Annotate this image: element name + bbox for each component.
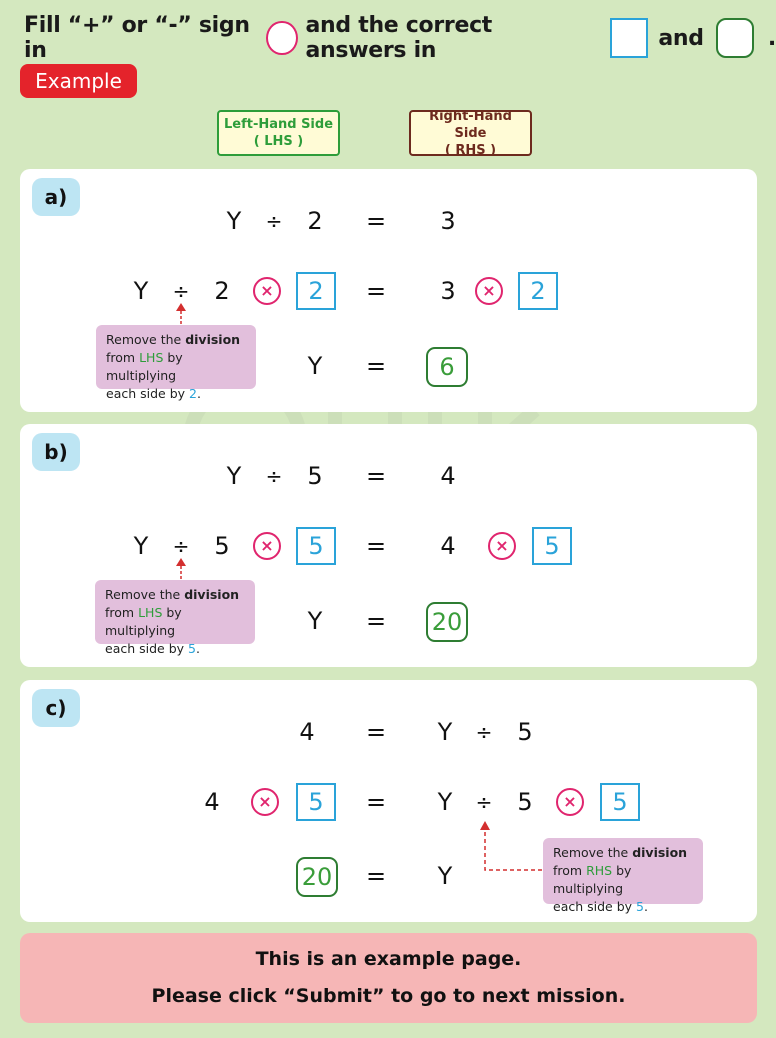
row1-equals: =	[365, 462, 387, 490]
operator-circle-times[interactable]: ×	[475, 277, 503, 305]
instruction-text-2: and the correct answers in	[305, 13, 493, 63]
hint-side: RHS	[586, 863, 613, 878]
hint-number: 5	[636, 899, 644, 914]
row2-divisor: 2	[214, 277, 230, 305]
answer-box[interactable]: 2	[518, 272, 558, 310]
arrow-up-icon	[174, 558, 188, 580]
hint-number: 5	[188, 641, 196, 656]
arrow-up-icon	[174, 303, 188, 325]
hint-text: by multiplying	[106, 350, 183, 383]
hint-note	[543, 838, 703, 914]
operator-circle-times[interactable]: ×	[251, 788, 279, 816]
row3-y: Y	[437, 862, 453, 890]
operator-circle-times[interactable]: ×	[488, 532, 516, 560]
row2-divide: ÷	[172, 279, 190, 303]
hint-text: by multiplying	[105, 605, 182, 638]
instruction-text-3: and	[658, 25, 704, 51]
notice-line-1: This is an example page.	[255, 948, 522, 970]
instruction-text-1: Fill “+” or “-” sign in	[24, 13, 250, 63]
row1-divide: ÷	[475, 720, 493, 744]
row3-equals: =	[365, 352, 387, 380]
sign-circle-icon	[266, 21, 297, 55]
hint-note	[96, 325, 256, 401]
hint-text: from	[106, 350, 140, 365]
row1-equals: =	[365, 207, 387, 235]
row1-y: Y	[437, 718, 453, 746]
hint-text: by multiplying	[553, 863, 632, 896]
rhs-legend-abbr: ( RHS )	[444, 142, 497, 158]
row2-y: Y	[133, 277, 149, 305]
hint-text: .	[643, 899, 648, 914]
answer-square-icon	[610, 18, 648, 58]
rhs-legend-title: Right-Hand Side	[429, 108, 512, 141]
hint-text: each side by	[105, 641, 189, 656]
row3-equals: =	[365, 607, 387, 635]
hint-keyword: division	[185, 332, 241, 347]
row2-divisor: 5	[517, 788, 533, 816]
operator-circle-times[interactable]: ×	[556, 788, 584, 816]
hint-text: Remove the	[106, 332, 186, 347]
problem-panel-c	[20, 680, 757, 922]
row1-rhs: 3	[440, 207, 456, 235]
problem-panel-b	[20, 424, 757, 667]
hint-text: .	[195, 641, 200, 656]
instruction-header	[24, 13, 776, 63]
row2-rhs: 3	[440, 277, 456, 305]
answer-rounded-square-icon	[716, 18, 754, 58]
row2-y: Y	[133, 532, 149, 560]
row2-equals: =	[365, 532, 387, 560]
row2-equals: =	[365, 788, 387, 816]
row1-divisor: 5	[307, 462, 323, 490]
row1-lhs: 4	[299, 718, 315, 746]
answer-box[interactable]: 2	[296, 272, 336, 310]
row3-y: Y	[307, 607, 323, 635]
hint-text: Remove the	[553, 845, 633, 860]
row2-divide: ÷	[475, 790, 493, 814]
lhs-legend	[217, 110, 340, 156]
operator-circle-times[interactable]: ×	[253, 277, 281, 305]
problem-label: b)	[32, 433, 80, 471]
hint-side: LHS	[139, 350, 164, 365]
hint-note	[95, 580, 255, 656]
hint-number: 2	[189, 386, 197, 401]
instruction-text-4: .	[767, 25, 776, 51]
row2-y: Y	[437, 788, 453, 816]
row3-equals: =	[365, 862, 387, 890]
hint-text: each side by	[106, 386, 190, 401]
operator-circle-times[interactable]: ×	[253, 532, 281, 560]
row1-divide: ÷	[265, 464, 283, 488]
row2-divide: ÷	[172, 534, 190, 558]
answer-box[interactable]: 5	[532, 527, 572, 565]
row1-divide: ÷	[265, 209, 283, 233]
hint-text: Remove the	[105, 587, 185, 602]
hint-text: each side by	[553, 899, 637, 914]
example-badge: Example	[20, 64, 137, 98]
row1-y: Y	[226, 207, 242, 235]
result-box[interactable]: 20	[296, 857, 338, 897]
arrow-up-icon	[478, 820, 548, 876]
hint-keyword: division	[184, 587, 240, 602]
row3-y: Y	[307, 352, 323, 380]
answer-box[interactable]: 5	[296, 783, 336, 821]
answer-box[interactable]: 5	[296, 527, 336, 565]
lhs-legend-title: Left-Hand Side	[223, 117, 334, 132]
row2-lhs: 4	[204, 788, 220, 816]
notice-line-2: Please click “Submit” to go to next mission.	[151, 985, 626, 1007]
row2-equals: =	[365, 277, 387, 305]
result-box[interactable]: 20	[426, 602, 468, 642]
result-box[interactable]: 6	[426, 347, 468, 387]
rhs-legend	[409, 110, 532, 156]
row1-y: Y	[226, 462, 242, 490]
problem-label: c)	[32, 689, 80, 727]
answer-box[interactable]: 5	[600, 783, 640, 821]
example-notice	[20, 933, 757, 1023]
row2-rhs: 4	[440, 532, 456, 560]
hint-text: from	[105, 605, 139, 620]
hint-keyword: division	[632, 845, 688, 860]
hint-side: LHS	[138, 605, 163, 620]
problem-label: a)	[32, 178, 80, 216]
row1-equals: =	[365, 718, 387, 746]
hint-text: .	[196, 386, 201, 401]
row2-divisor: 5	[214, 532, 230, 560]
lhs-legend-abbr: ( LHS )	[253, 134, 304, 149]
row1-divisor: 5	[517, 718, 533, 746]
problem-panel-a	[20, 169, 757, 412]
row1-rhs: 4	[440, 462, 456, 490]
hint-text: from	[553, 863, 587, 878]
row1-divisor: 2	[307, 207, 323, 235]
